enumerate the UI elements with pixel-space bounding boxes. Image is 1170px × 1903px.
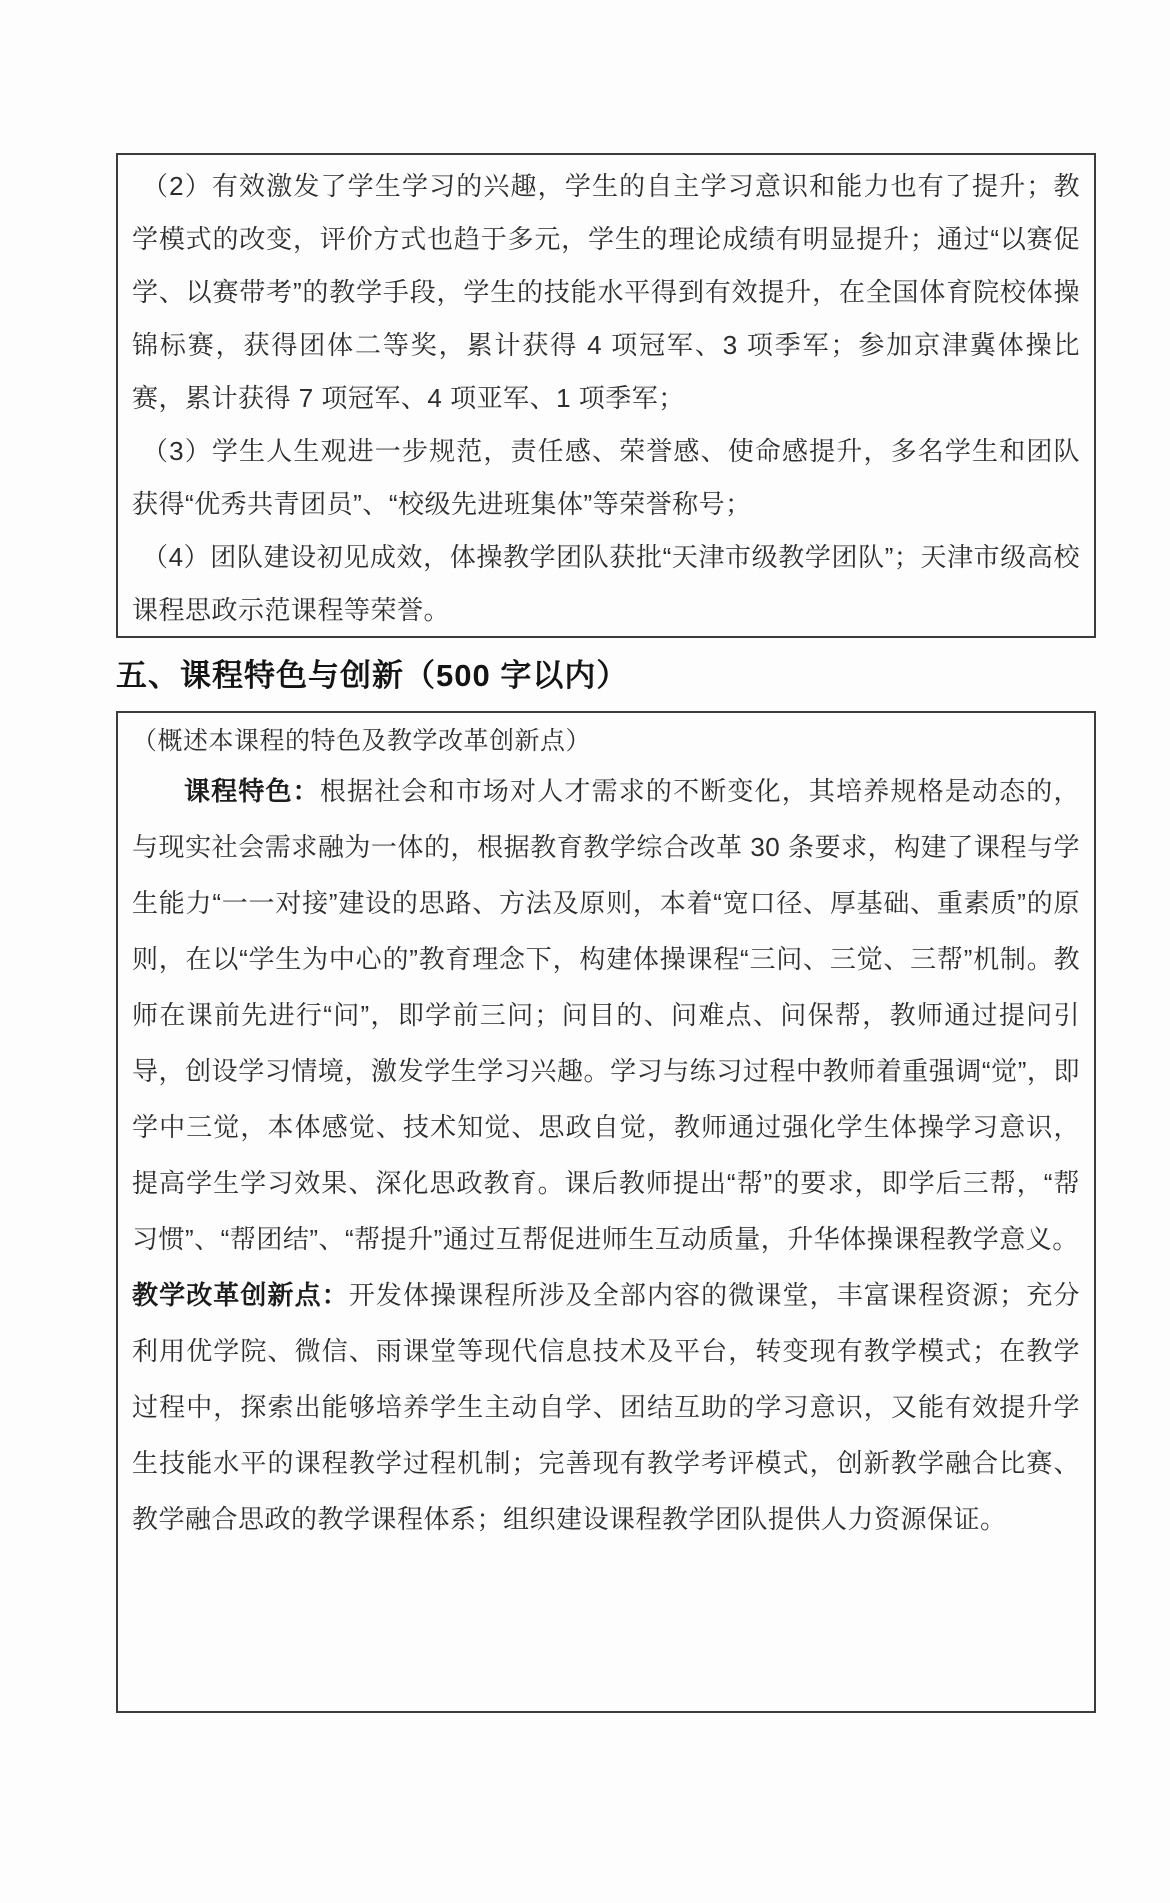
section4-achievements-cell — [116, 153, 1096, 638]
section5-instruction-note: （概述本课程的特色及教学改革创新点） — [132, 727, 592, 755]
achievement-paragraph-2: （2）有效激发了学生学习的兴趣，学生的自主学习意识和能力也有了提升；教学模式的改变，评价方式也趋于多元，学生的理论成绩有明显提升；通过“以赛促学、以赛带考”的教学手段，学生的技能水平得到有效提升，在全国体育院校体操锦标赛，获得团体二等奖，累计获得 4 项冠军、3 项季军；参加京津冀体操比赛，累计获得 7 项冠军、4 项亚军、1 项季军； — [132, 171, 1080, 413]
course-features-label: 课程特色： — [184, 776, 320, 806]
section5-heading: 五、课程特色与创新（500 字以内） — [116, 658, 629, 693]
teaching-reform-text: 开发体操课程所涉及全部内容的微课堂，丰富课程资源；充分利用优学院、微信、雨课堂等现代信息技术及平台，转变现有教学模式；在教学过程中，探索出能够培养学生主动自学、团结互助的学习意识，又能有效提升学生技能水平的课程教学过程机制；完善现有教学考评模式，创新教学融合比赛、教学融合思政的教学课程体系；组织建设课程教学团队提供人力资源保证。 — [132, 1280, 1080, 1534]
achievement-paragraph-3: （3）学生人生观进一步规范，责任感、荣誉感、使命感提升，多名学生和团队获得“优秀共青团员”、“校级先进班集体”等荣誉称号； — [132, 436, 1080, 519]
achievement-paragraph-4: （4）团队建设初见成效，体操教学团队获批“天津市级教学团队”；天津市级高校课程思政示范课程等荣誉。 — [132, 542, 1080, 625]
teaching-reform-label: 教学改革创新点： — [132, 1280, 349, 1310]
course-features-text: 根据社会和市场对人才需求的不断变化，其培养规格是动态的，与现实社会需求融为一体的，根据教育教学综合改革 30 条要求，构建了课程与学生能力“一一对接”建设的思路、方法及原则，本着“宽口径、厚基础、重素质”的原则，在以“学生为中心的”教育理念下，构建体操课程“三问、三觉、三帮”机制。教师在课前先进行“问”，即学前三问；问目的、问难点、问保帮，教师通过提问引导，创设学习情境，激发学生学习兴趣。学习与练习过程中教师着重强调“觉”，即学中三觉，本体感觉、技术知觉、思政自觉，教师通过强化学生体操学习意识，提高学生学习效果、深化思政教育。课后教师提出“帮”的要求，即学后三帮，“帮习惯”、“帮团结”、“帮提升”通过互帮促进师生互动质量，升华体操课程教学意义。 — [132, 776, 1080, 1254]
section5-content-cell — [116, 711, 1096, 1713]
course-features-paragraph — [132, 763, 1080, 1267]
teaching-reform-paragraph — [132, 1267, 1080, 1547]
